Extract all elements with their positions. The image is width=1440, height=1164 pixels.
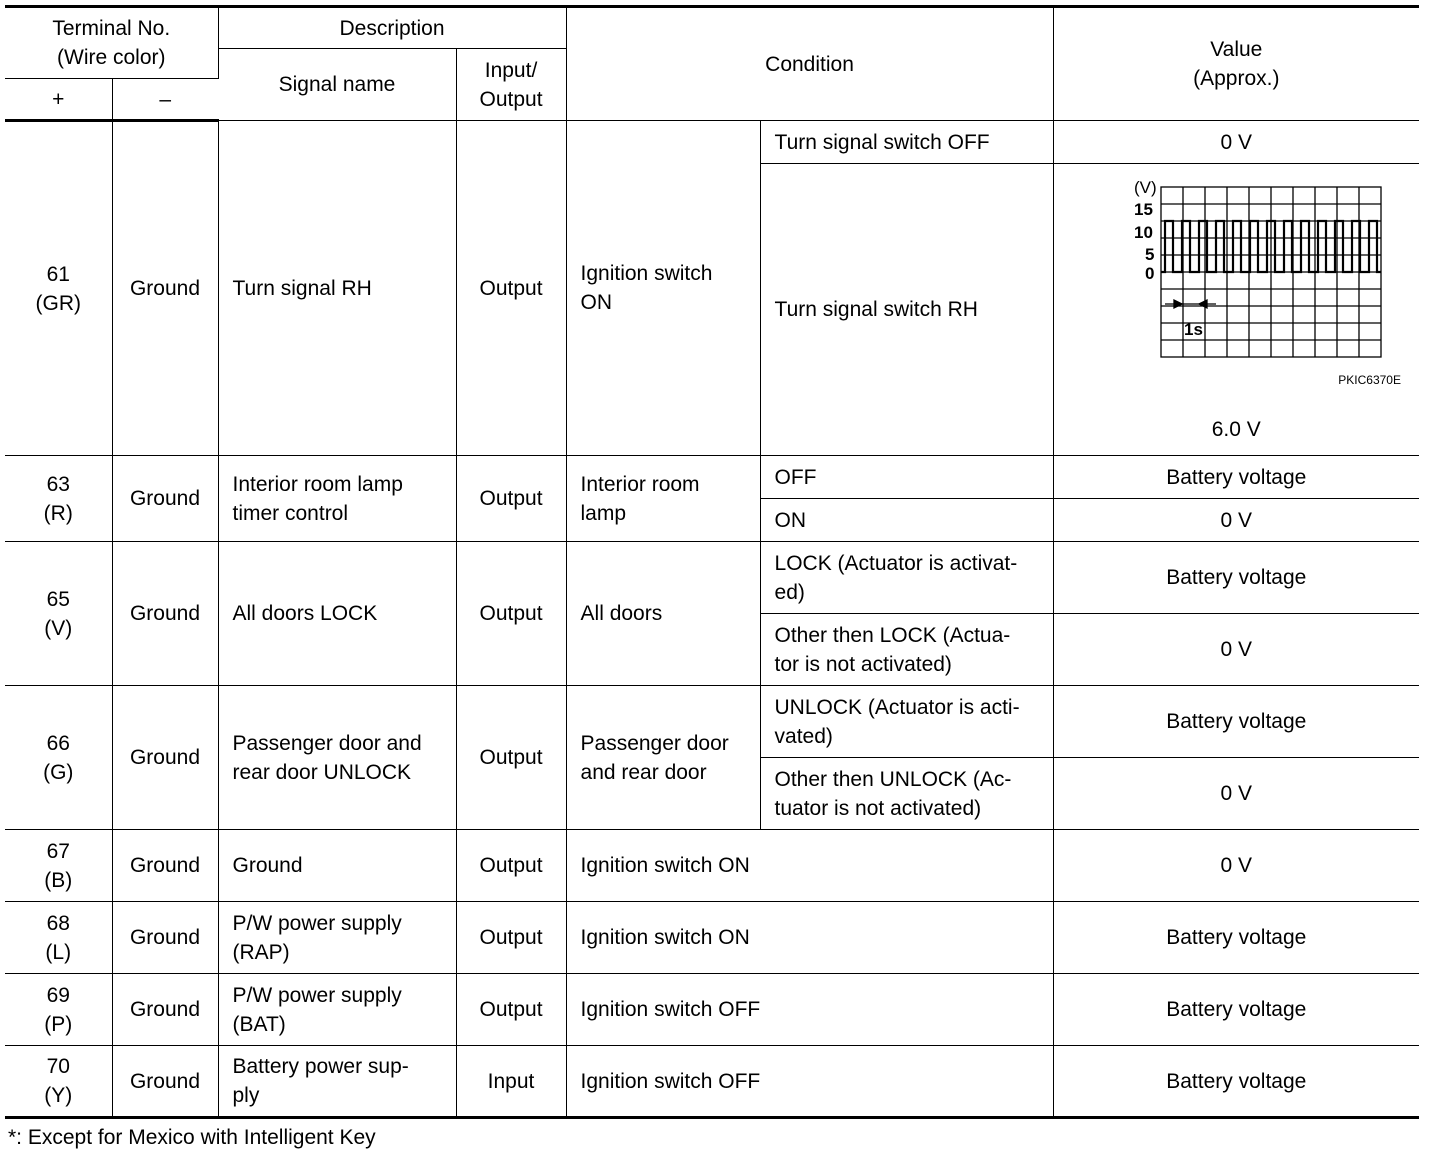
sub-condition-cell: ON: [760, 499, 1053, 542]
terminal-cell-67: [5, 830, 112, 902]
signal-name-cell: All doors LOCK: [218, 542, 456, 686]
io-cell: Output: [456, 686, 566, 830]
signal-name-cell: Battery power sup- ply: [218, 1046, 456, 1118]
header-value-label: Value: [1210, 38, 1263, 61]
table-row-70: [5, 1046, 1419, 1118]
period-marker: [1165, 300, 1216, 308]
table-row-63: [5, 456, 1419, 499]
header-input-label: Input/: [484, 58, 538, 82]
value-cell: Battery voltage: [1053, 456, 1419, 499]
condition-cell: Ignition switch ON: [566, 902, 1053, 974]
terminal-cell-70: [5, 1046, 112, 1118]
table-row-68: [5, 902, 1419, 974]
wave-figure-code: PKIC6370E: [1338, 373, 1402, 387]
value-cell: 6.0 V: [1211, 418, 1261, 441]
sub-condition-cell: Turn signal switch RH: [760, 164, 1053, 456]
header-minus: –: [112, 79, 218, 121]
value-cell: Battery voltage: [1053, 542, 1419, 614]
wave-tick-10: 10: [1134, 223, 1154, 242]
terminal-table-sheet: [5, 5, 1419, 1119]
wave-tick-5: 5: [1145, 245, 1155, 264]
value-cell: Battery voltage: [1053, 974, 1419, 1046]
value-cell: 0 V: [1053, 121, 1419, 164]
condition-cell: Passenger door and rear door: [566, 686, 760, 830]
wire-color: (P): [44, 1012, 73, 1036]
header-terminal-no-label: Terminal No.: [52, 17, 171, 40]
table-row-66: [5, 686, 1419, 758]
wire-color: (R): [43, 501, 73, 525]
wire-color: (V): [44, 616, 73, 640]
header-terminal-no: [5, 7, 218, 79]
ground-cell: Ground: [112, 542, 218, 686]
io-cell: Output: [456, 456, 566, 542]
signal-name-cell: Passenger door and rear door UNLOCK: [218, 686, 456, 830]
wire-color: (L): [45, 940, 72, 964]
ground-cell: Ground: [112, 830, 218, 902]
condition-cell: All doors: [566, 542, 760, 686]
io-cell: Input: [456, 1046, 566, 1118]
table-row-69: [5, 974, 1419, 1046]
terminal-number: 67: [46, 839, 70, 863]
sub-condition-cell: Other then LOCK (Actua- tor is not activated): [760, 614, 1053, 686]
header-wire-color-label: (Wire color): [57, 46, 166, 69]
value-cell: 0 V: [1053, 758, 1419, 830]
condition-cell: Ignition switch ON: [566, 121, 760, 456]
value-cell: 0 V: [1053, 499, 1419, 542]
terminal-cell-63: [5, 456, 112, 542]
signal-name-cell: Turn signal RH: [218, 121, 456, 456]
header-condition: Condition: [566, 7, 1053, 121]
signal-name-cell: Ground: [218, 830, 456, 902]
terminal-number: 69: [46, 983, 70, 1007]
terminal-number: 65: [46, 587, 70, 611]
condition-cell: Ignition switch OFF: [566, 974, 1053, 1046]
wire-color: (B): [44, 868, 73, 892]
header-input-output: [456, 49, 566, 121]
footnote: *: Except for Mexico with Intelligent Key: [8, 1126, 376, 1149]
header-value: [1053, 7, 1419, 121]
ground-cell: Ground: [112, 456, 218, 542]
sub-condition-cell: Other then UNLOCK (Ac- tuator is not activated): [760, 758, 1053, 830]
condition-cell: Ignition switch ON: [566, 830, 1053, 902]
header-approx-label: (Approx.): [1193, 67, 1280, 90]
value-cell: Battery voltage: [1053, 902, 1419, 974]
wire-color: (GR): [35, 291, 81, 315]
ground-cell: Ground: [112, 902, 218, 974]
condition-cell: Interior room lamp: [566, 456, 760, 542]
table-row-65: [5, 542, 1419, 614]
sub-condition-cell: UNLOCK (Actuator is acti- vated): [760, 686, 1053, 758]
table-row-67: [5, 830, 1419, 902]
sub-condition-cell: Turn signal switch OFF: [760, 121, 1053, 164]
value-cell: Battery voltage: [1053, 686, 1419, 758]
wave-period-label: 1s: [1184, 320, 1204, 339]
terminal-cell-61: [5, 121, 112, 456]
signal-name-cell: P/W power supply (RAP): [218, 902, 456, 974]
io-cell: Output: [456, 974, 566, 1046]
wave-unit-label: (V): [1134, 178, 1157, 197]
wave-tick-0: 0: [1145, 264, 1155, 283]
value-cell: 0 V: [1053, 614, 1419, 686]
signal-name-cell: P/W power supply (BAT): [218, 974, 456, 1046]
sub-condition-cell: LOCK (Actuator is activat- ed): [760, 542, 1053, 614]
terminal-number: 68: [46, 911, 70, 935]
io-cell: Output: [456, 121, 566, 456]
value-cell: 0 V: [1053, 830, 1419, 902]
ground-cell: Ground: [112, 974, 218, 1046]
sub-condition-cell: OFF: [760, 456, 1053, 499]
ground-cell: Ground: [112, 1046, 218, 1118]
wire-color: (Y): [44, 1084, 73, 1107]
header-plus: +: [5, 79, 112, 121]
io-cell: Output: [456, 902, 566, 974]
io-cell: Output: [456, 830, 566, 902]
value-cell: Battery voltage: [1053, 1046, 1419, 1118]
terminal-number: 61: [46, 262, 70, 286]
condition-cell: Ignition switch OFF: [566, 1046, 1053, 1118]
terminal-table: [5, 5, 1419, 1119]
turn-signal-waveform: [1086, 175, 1402, 415]
terminal-number: 70: [46, 1055, 70, 1078]
header-signal-name: Signal name: [218, 49, 456, 121]
table-row-61: [5, 121, 1419, 164]
terminal-cell-68: [5, 902, 112, 974]
header-output-label: Output: [479, 87, 543, 111]
io-cell: Output: [456, 542, 566, 686]
waveform-value-cell: [1053, 164, 1419, 456]
terminal-number: 63: [46, 472, 70, 496]
ground-cell: Ground: [112, 686, 218, 830]
header-description: Description: [218, 7, 566, 49]
signal-name-cell: Interior room lamp timer control: [218, 456, 456, 542]
terminal-cell-69: [5, 974, 112, 1046]
terminal-number: 66: [46, 731, 70, 755]
wave-tick-15: 15: [1134, 200, 1154, 219]
wire-color: (G): [43, 760, 74, 784]
ground-cell: Ground: [112, 121, 218, 456]
terminal-cell-66: [5, 686, 112, 830]
terminal-cell-65: [5, 542, 112, 686]
